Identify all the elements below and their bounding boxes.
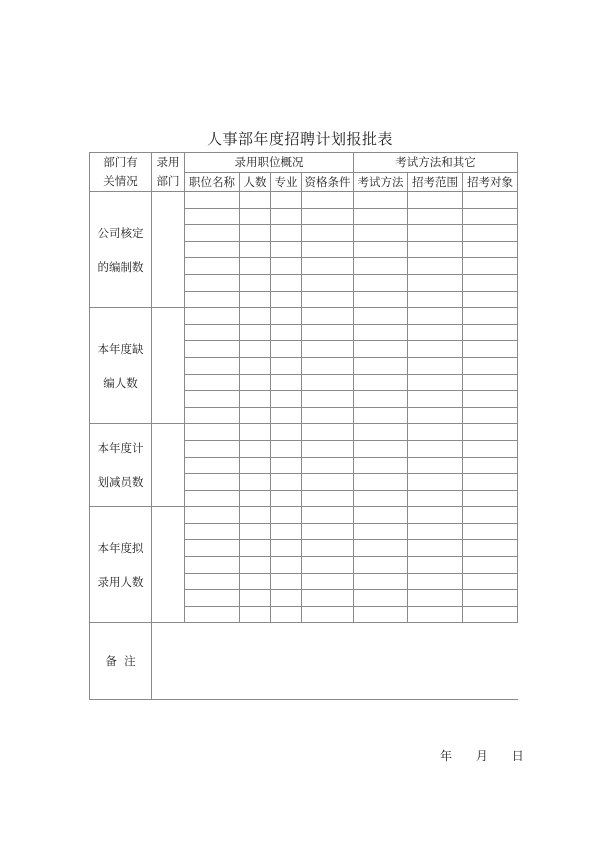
table-cell[interactable]	[302, 391, 354, 408]
table-cell[interactable]	[185, 192, 240, 209]
table-cell[interactable]	[463, 490, 518, 507]
col-qualification: 资格条件	[302, 172, 354, 192]
table-cell[interactable]	[354, 424, 408, 441]
day-label: 日	[511, 749, 524, 763]
table-cell[interactable]	[240, 424, 271, 441]
table-cell[interactable]	[271, 308, 302, 325]
table-cell[interactable]	[240, 490, 271, 507]
table-cell[interactable]	[240, 457, 271, 474]
table-cell[interactable]	[240, 208, 271, 225]
table-cell[interactable]	[354, 291, 408, 308]
table-cell[interactable]	[354, 590, 408, 607]
table-cell[interactable]	[354, 407, 408, 424]
table-cell[interactable]	[354, 324, 408, 341]
table-cell[interactable]	[302, 291, 354, 308]
table-cell[interactable]	[302, 490, 354, 507]
table-cell[interactable]	[271, 324, 302, 341]
table-cell[interactable]	[354, 341, 408, 358]
table-cell[interactable]	[408, 490, 463, 507]
table-cell[interactable]	[463, 590, 518, 607]
table-cell[interactable]	[408, 225, 463, 242]
table-cell[interactable]	[302, 341, 354, 358]
table-cell[interactable]	[271, 258, 302, 275]
table-cell[interactable]	[354, 357, 408, 374]
table-cell[interactable]	[240, 606, 271, 623]
table-cell[interactable]	[463, 507, 518, 524]
table-cell[interactable]	[240, 308, 271, 325]
section-label: 本年度缺 编人数	[90, 308, 152, 424]
year-label: 年	[440, 749, 453, 763]
table-cell[interactable]	[354, 241, 408, 258]
table-cell[interactable]	[408, 440, 463, 457]
col-major: 专业	[271, 172, 302, 192]
dept-info-header: 部门有 关情况	[90, 153, 152, 192]
col-recruit-target: 招考对象	[463, 172, 518, 192]
table-cell[interactable]	[240, 523, 271, 540]
table-cell[interactable]	[354, 274, 408, 291]
table-cell[interactable]	[302, 474, 354, 491]
recruitment-plan-table	[89, 152, 518, 700]
table-cell[interactable]	[240, 241, 271, 258]
table-cell[interactable]	[463, 407, 518, 424]
table-row	[90, 308, 518, 325]
table-cell[interactable]	[185, 490, 240, 507]
table-cell[interactable]	[302, 606, 354, 623]
table-cell[interactable]	[408, 258, 463, 275]
table-cell[interactable]	[185, 407, 240, 424]
table-cell[interactable]	[463, 391, 518, 408]
table-cell[interactable]	[408, 424, 463, 441]
table-cell[interactable]	[240, 540, 271, 557]
table-cell[interactable]	[408, 308, 463, 325]
table-cell[interactable]	[185, 291, 240, 308]
table-cell[interactable]	[302, 440, 354, 457]
table-cell[interactable]	[408, 192, 463, 209]
hiring-dept-cell[interactable]	[152, 424, 185, 507]
table-cell[interactable]	[271, 557, 302, 574]
table-cell[interactable]	[302, 192, 354, 209]
month-label: 月	[475, 749, 488, 763]
date-line	[440, 747, 542, 764]
hiring-dept-cell[interactable]	[152, 192, 185, 308]
table-row	[90, 507, 518, 524]
table-cell[interactable]	[302, 557, 354, 574]
table-cell[interactable]	[271, 457, 302, 474]
table-cell[interactable]	[240, 573, 271, 590]
table-cell[interactable]	[408, 291, 463, 308]
position-overview-header: 录用职位概况	[185, 153, 354, 173]
table-cell[interactable]	[271, 474, 302, 491]
table-row	[90, 192, 518, 209]
table-cell[interactable]	[463, 523, 518, 540]
table-cell[interactable]	[271, 341, 302, 358]
table-cell[interactable]	[408, 241, 463, 258]
form-title: 人事部年度招聘计划报批表	[206, 130, 393, 148]
table-cell[interactable]	[302, 274, 354, 291]
table-cell[interactable]	[408, 540, 463, 557]
table-cell[interactable]	[271, 225, 302, 242]
table-cell[interactable]	[463, 557, 518, 574]
table-cell[interactable]	[463, 474, 518, 491]
table-cell[interactable]	[271, 490, 302, 507]
table-cell[interactable]	[408, 557, 463, 574]
table-cell[interactable]	[271, 291, 302, 308]
table-cell[interactable]	[271, 440, 302, 457]
col-position-name: 职位名称	[185, 172, 240, 192]
table-cell[interactable]	[354, 540, 408, 557]
table-cell[interactable]	[302, 241, 354, 258]
table-cell[interactable]	[185, 507, 240, 524]
table-cell[interactable]	[302, 507, 354, 524]
table-cell[interactable]	[271, 540, 302, 557]
table-cell[interactable]	[463, 192, 518, 209]
table-cell[interactable]	[185, 540, 240, 557]
table-cell[interactable]	[185, 474, 240, 491]
table-cell[interactable]	[240, 374, 271, 391]
table-cell[interactable]	[185, 374, 240, 391]
table-cell[interactable]	[408, 606, 463, 623]
hiring-dept-header: 录用 部门	[152, 153, 185, 192]
table-cell[interactable]	[240, 225, 271, 242]
table-cell[interactable]	[240, 474, 271, 491]
table-cell[interactable]	[463, 440, 518, 457]
table-cell[interactable]	[271, 606, 302, 623]
table-cell[interactable]	[463, 308, 518, 325]
section-label: 本年度计 划减员数	[90, 424, 152, 507]
table-cell[interactable]	[408, 374, 463, 391]
table-cell[interactable]	[408, 474, 463, 491]
table-cell[interactable]	[302, 258, 354, 275]
remark-label: 备 注	[90, 623, 152, 700]
table-cell[interactable]	[185, 258, 240, 275]
table-cell[interactable]	[463, 208, 518, 225]
table-cell[interactable]	[185, 225, 240, 242]
table-cell[interactable]	[185, 523, 240, 540]
table-cell[interactable]	[240, 192, 271, 209]
table-cell[interactable]	[354, 225, 408, 242]
table-cell[interactable]	[354, 391, 408, 408]
table-cell[interactable]	[302, 573, 354, 590]
table-cell[interactable]	[302, 308, 354, 325]
table-cell[interactable]	[354, 208, 408, 225]
table-cell[interactable]	[354, 557, 408, 574]
table-cell[interactable]	[271, 523, 302, 540]
table-cell[interactable]	[185, 241, 240, 258]
table-cell[interactable]	[463, 573, 518, 590]
table-cell[interactable]	[408, 457, 463, 474]
table-cell[interactable]	[185, 424, 240, 441]
table-cell[interactable]	[240, 440, 271, 457]
table-cell[interactable]	[271, 424, 302, 441]
table-cell[interactable]	[463, 258, 518, 275]
table-cell[interactable]	[240, 274, 271, 291]
table-cell[interactable]	[185, 440, 240, 457]
table-cell[interactable]	[271, 407, 302, 424]
table-cell[interactable]	[302, 424, 354, 441]
table-cell[interactable]	[240, 557, 271, 574]
table-cell[interactable]	[240, 590, 271, 607]
table-cell[interactable]	[240, 391, 271, 408]
table-cell[interactable]	[185, 357, 240, 374]
table-cell[interactable]	[240, 341, 271, 358]
table-cell[interactable]	[302, 225, 354, 242]
table-cell[interactable]	[408, 357, 463, 374]
table-cell[interactable]	[185, 391, 240, 408]
table-cell[interactable]	[354, 457, 408, 474]
table-cell[interactable]	[463, 324, 518, 341]
table-cell[interactable]	[240, 357, 271, 374]
table-cell[interactable]	[271, 590, 302, 607]
table-cell[interactable]	[408, 507, 463, 524]
table-cell[interactable]	[271, 573, 302, 590]
table-cell[interactable]	[302, 324, 354, 341]
table-cell[interactable]	[302, 374, 354, 391]
table-cell[interactable]	[354, 490, 408, 507]
table-cell[interactable]	[408, 407, 463, 424]
table-cell[interactable]	[463, 241, 518, 258]
table-cell[interactable]	[408, 324, 463, 341]
table-cell[interactable]	[302, 590, 354, 607]
table-cell[interactable]	[185, 606, 240, 623]
table-cell[interactable]	[463, 540, 518, 557]
table-cell[interactable]	[354, 374, 408, 391]
table-cell[interactable]	[185, 274, 240, 291]
table-cell[interactable]	[185, 341, 240, 358]
table-cell[interactable]	[463, 341, 518, 358]
table-cell[interactable]	[302, 457, 354, 474]
table-cell[interactable]	[240, 324, 271, 341]
table-cell[interactable]	[302, 407, 354, 424]
table-cell[interactable]	[354, 440, 408, 457]
table-cell[interactable]	[271, 507, 302, 524]
table-cell[interactable]	[240, 291, 271, 308]
exam-method-header: 考试方法和其它	[354, 153, 518, 173]
table-cell[interactable]	[463, 291, 518, 308]
table-cell[interactable]	[271, 241, 302, 258]
table-cell[interactable]	[271, 192, 302, 209]
table-cell[interactable]	[185, 557, 240, 574]
table-cell[interactable]	[408, 391, 463, 408]
table-cell[interactable]	[302, 208, 354, 225]
table-cell[interactable]	[271, 274, 302, 291]
table-cell[interactable]	[240, 258, 271, 275]
table-cell[interactable]	[185, 308, 240, 325]
remark-field[interactable]	[152, 623, 518, 700]
col-recruit-scope: 招考范围	[408, 172, 463, 192]
table-cell[interactable]	[408, 523, 463, 540]
table-cell[interactable]	[185, 573, 240, 590]
table-cell[interactable]	[354, 573, 408, 590]
table-cell[interactable]	[463, 225, 518, 242]
table-cell[interactable]	[408, 208, 463, 225]
table-cell[interactable]	[354, 606, 408, 623]
table-cell[interactable]	[463, 274, 518, 291]
table-cell[interactable]	[302, 357, 354, 374]
table-cell[interactable]	[354, 192, 408, 209]
table-cell[interactable]	[240, 507, 271, 524]
table-cell[interactable]	[271, 208, 302, 225]
table-cell[interactable]	[463, 357, 518, 374]
col-headcount: 人数	[240, 172, 271, 192]
table-cell[interactable]	[302, 540, 354, 557]
table-cell[interactable]	[463, 374, 518, 391]
table-cell[interactable]	[463, 606, 518, 623]
table-cell[interactable]	[408, 573, 463, 590]
table-cell[interactable]	[185, 324, 240, 341]
section-label: 公司核定 的编制数	[90, 192, 152, 308]
table-cell[interactable]	[463, 457, 518, 474]
hiring-dept-cell[interactable]	[152, 308, 185, 424]
table-cell[interactable]	[302, 523, 354, 540]
table-cell[interactable]	[354, 523, 408, 540]
table-cell[interactable]	[271, 391, 302, 408]
table-row	[90, 424, 518, 441]
table-cell[interactable]	[185, 208, 240, 225]
table-cell[interactable]	[271, 357, 302, 374]
hiring-dept-cell[interactable]	[152, 507, 185, 623]
table-cell[interactable]	[408, 590, 463, 607]
table-cell[interactable]	[463, 424, 518, 441]
table-cell[interactable]	[408, 274, 463, 291]
table-cell[interactable]	[185, 590, 240, 607]
col-exam-method: 考试方法	[354, 172, 408, 192]
table-cell[interactable]	[354, 474, 408, 491]
table-cell[interactable]	[354, 308, 408, 325]
table-cell[interactable]	[240, 407, 271, 424]
table-cell[interactable]	[408, 341, 463, 358]
section-label: 本年度拟 录用人数	[90, 507, 152, 623]
table-cell[interactable]	[185, 457, 240, 474]
table-cell[interactable]	[271, 374, 302, 391]
table-cell[interactable]	[354, 507, 408, 524]
table-cell[interactable]	[354, 258, 408, 275]
